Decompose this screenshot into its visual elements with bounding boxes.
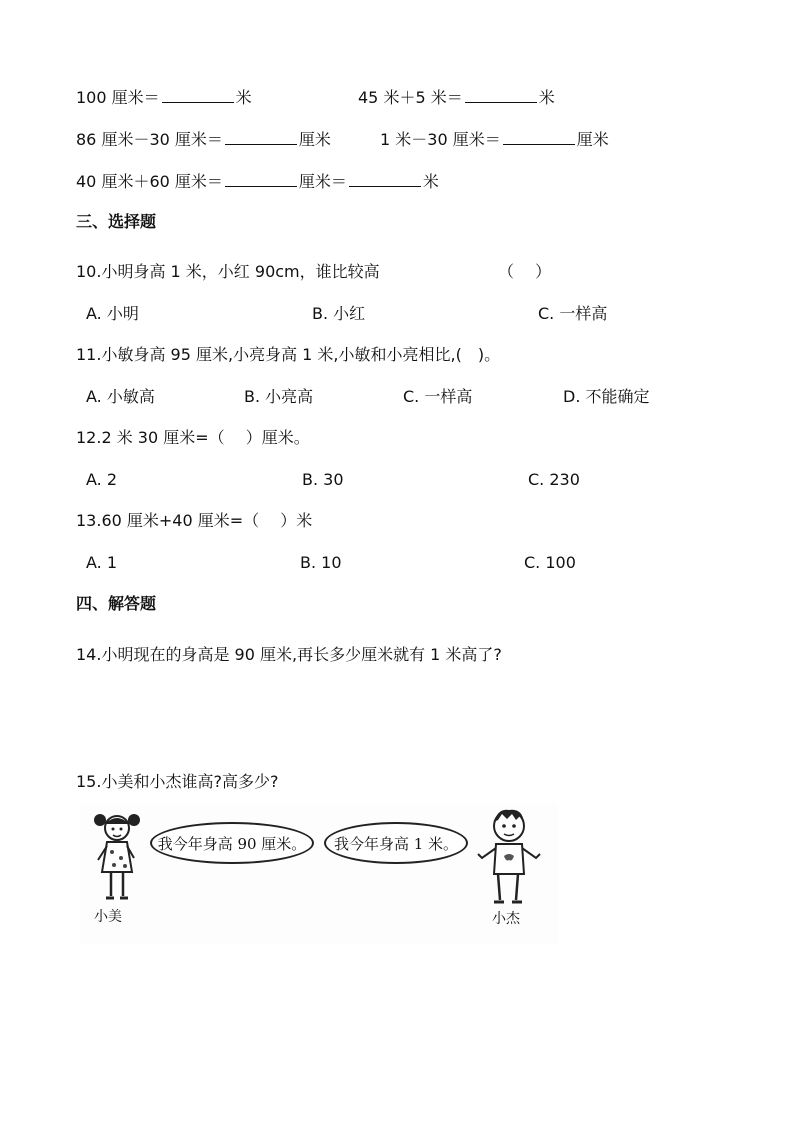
answer-blank[interactable]: [225, 128, 297, 145]
answer-blank[interactable]: [349, 170, 421, 187]
girl-figure-icon: [90, 808, 144, 904]
conversion-row-2-right: 1 米－30 厘米＝ 厘米: [380, 130, 609, 149]
answer-blank[interactable]: [503, 128, 575, 145]
answer-blank[interactable]: [225, 170, 297, 187]
q12-option-c[interactable]: C. 230: [528, 470, 580, 489]
question-15: 15.小美和小杰谁高?高多少?: [76, 772, 279, 791]
q11-option-c[interactable]: C. 一样高: [403, 387, 473, 406]
q11-option-d[interactable]: D. 不能确定: [563, 387, 650, 406]
q10-option-a[interactable]: A. 小明: [86, 304, 139, 323]
q13-option-a[interactable]: A. 1: [86, 553, 118, 572]
girl-name: 小美: [94, 909, 122, 925]
question-10: 10.小明身高 1 米，小红 90cm，谁比较高: [76, 262, 380, 281]
question-10-answer-paren[interactable]: （ ）: [498, 262, 552, 281]
conversion-row-3: 40 厘米＋60 厘米＝ 厘米＝ 米: [76, 172, 439, 191]
boy-speech-bubble: 我今年身高 1 米。: [324, 822, 468, 864]
q10-option-c[interactable]: C. 一样高: [538, 304, 608, 323]
section-4-title: 四、解答题: [76, 594, 157, 613]
height-comparison-illustration: [80, 804, 558, 944]
q10-option-b[interactable]: B. 小红: [312, 304, 366, 323]
question-13: 13.60 厘米+40 厘米=（ ）米: [76, 511, 313, 530]
conversion-row-1-right: 45 米＋5 米＝ 米: [358, 88, 555, 107]
question-14: 14.小明现在的身高是 90 厘米,再长多少厘米就有 1 米高了?: [76, 645, 502, 664]
question-11: 11.小敏身高 95 厘米,小亮身高 1 米,小敏和小亮相比,( )。: [76, 345, 501, 364]
q13-option-b[interactable]: B. 10: [300, 553, 342, 572]
boy-figure-icon: [474, 804, 544, 908]
q11-option-b[interactable]: B. 小亮高: [244, 387, 314, 406]
section-3-title: 三、选择题: [76, 212, 157, 231]
q12-option-b[interactable]: B. 30: [302, 470, 344, 489]
answer-blank[interactable]: [162, 86, 234, 103]
q12-option-a[interactable]: A. 2: [86, 470, 118, 489]
boy-name: 小杰: [492, 911, 520, 927]
answer-blank[interactable]: [465, 86, 537, 103]
q11-option-a[interactable]: A. 小敏高: [86, 387, 155, 406]
q13-option-c[interactable]: C. 100: [524, 553, 576, 572]
girl-speech-bubble: 我今年身高 90 厘米。: [150, 822, 314, 864]
conversion-row-1-left: 100 厘米＝ 米: [76, 88, 252, 107]
conversion-row-2-left: 86 厘米－30 厘米＝ 厘米: [76, 130, 331, 149]
question-12: 12.2 米 30 厘米=（ ）厘米。: [76, 428, 310, 447]
